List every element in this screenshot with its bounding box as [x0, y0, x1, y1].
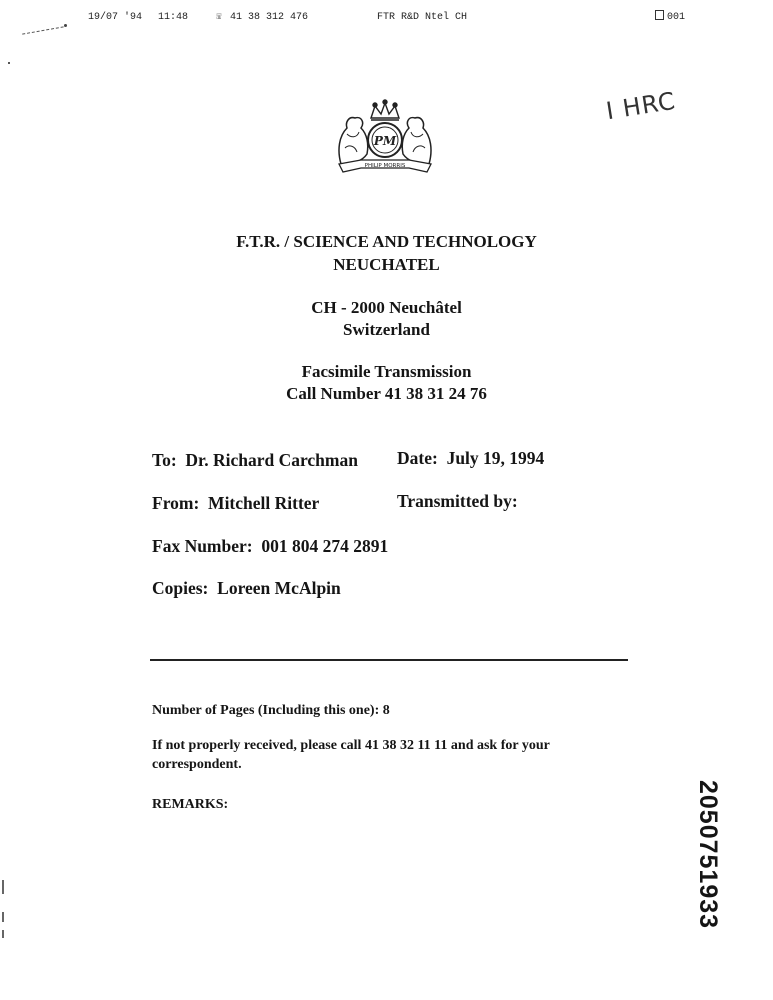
left-lion-icon — [339, 118, 368, 164]
logo-monogram: PM — [373, 134, 397, 148]
date-label: Date: — [397, 448, 438, 468]
telephone-icon: ☏ — [216, 12, 223, 23]
fax-header-date: 19/07 '94 — [88, 12, 143, 23]
transmission-title: Facsimile Transmission — [301, 362, 472, 381]
from-field — [152, 493, 319, 514]
transmitted-by-label: Transmitted by: — [397, 491, 518, 511]
fax-header-page: 001 — [667, 12, 686, 23]
remarks-label: REMARKS: — [152, 797, 229, 812]
organization-line1: F.T.R. / SCIENCE AND TECHNOLOGY — [236, 232, 537, 251]
copies-value: Loreen McAlpin — [217, 578, 341, 598]
document-number: 2050751933 — [694, 780, 722, 930]
scan-artifact — [64, 24, 67, 27]
from-value: Mitchell Ritter — [208, 493, 320, 513]
notice-line2: correspondent. — [152, 757, 242, 772]
copies-label: Copies: — [152, 578, 209, 598]
scan-edge-mark — [2, 880, 4, 894]
fax-header-time: 11:48 — [158, 12, 189, 23]
organization-line2: NEUCHATEL — [333, 255, 440, 274]
fax-number-value: 001 804 274 2891 — [261, 536, 389, 556]
transmission-call-number: Call Number 41 38 31 24 76 — [286, 384, 487, 403]
divider-rule — [150, 659, 628, 661]
date-field — [397, 448, 544, 469]
scan-edge-mark — [2, 912, 4, 922]
handwritten-note: I HRC — [604, 86, 678, 126]
logo-ribbon-text: PHILIP MORRIS — [364, 163, 406, 169]
right-lion-icon — [402, 118, 431, 164]
to-value: Dr. Richard Carchman — [185, 450, 358, 470]
to-field — [152, 450, 358, 471]
organization-address1: CH - 2000 Neuchâtel — [311, 298, 462, 317]
copies-field — [152, 578, 341, 599]
philip-morris-crest-logo — [331, 98, 439, 178]
to-label: To: — [152, 450, 177, 470]
from-label: From: — [152, 493, 200, 513]
fax-header-sender: FTR R&D Ntel CH — [377, 12, 468, 23]
organization-address2: Switzerland — [343, 320, 430, 339]
date-value: July 19, 1994 — [446, 448, 545, 468]
crown-icon — [371, 100, 399, 120]
page-count: Number of Pages (Including this one): 8 — [152, 703, 390, 718]
fax-page-icon — [655, 10, 664, 20]
scan-artifact — [22, 26, 64, 35]
scan-edge-mark — [2, 930, 4, 938]
fax-header-phone: 41 38 312 476 — [230, 12, 309, 23]
scan-artifact — [8, 62, 10, 64]
fax-number-field — [152, 536, 388, 557]
fax-number-label: Fax Number: — [152, 536, 253, 556]
notice-line1: If not properly received, please call 41 38 32 11 11 and ask for your — [152, 738, 550, 753]
